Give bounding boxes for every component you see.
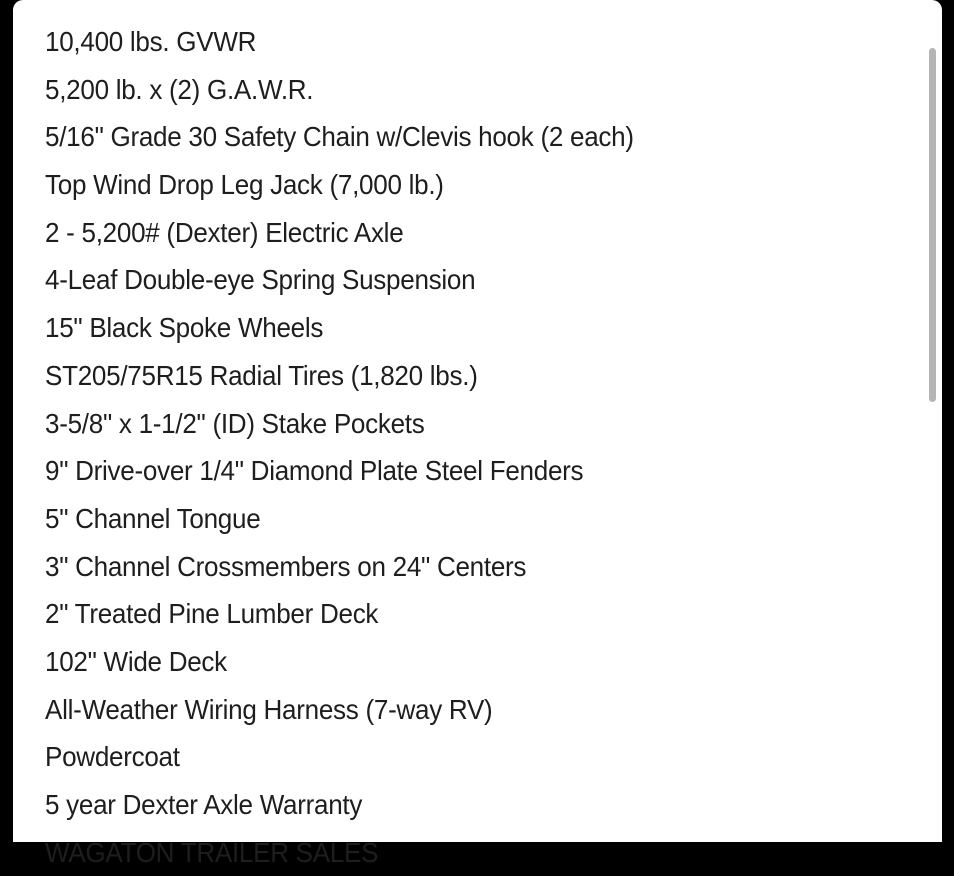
spec-item-gvwr: 10,400 lbs. GVWR — [45, 26, 257, 57]
spec-item-fenders: 9" Drive-over 1/4" Diamond Plate Steel Fenders — [45, 455, 584, 487]
spec-item-gawr: 5,200 lb. x (2) G.A.W.R. — [45, 73, 314, 105]
spec-item-deck-lumber: 2" Treated Pine Lumber Deck — [45, 598, 379, 630]
spec-item-powdercoat: Powdercoat — [45, 741, 180, 773]
spec-item-tires: ST205/75R15 Radial Tires (1,820 lbs.) — [45, 359, 478, 391]
spec-item-crossmembers: 3" Channel Crossmembers on 24" Centers — [45, 550, 527, 582]
spec-item-wheels: 15" Black Spoke Wheels — [45, 312, 324, 344]
spec-item-warranty: 5 year Dexter Axle Warranty — [45, 789, 363, 820]
vertical-scrollbar[interactable] — [929, 48, 936, 402]
content-panel — [13, 0, 942, 868]
spec-list — [45, 18, 915, 876]
spec-item-wiring: All-Weather Wiring Harness (7-way RV) — [45, 693, 493, 725]
spec-item-jack: Top Wind Drop Leg Jack (7,000 lb.) — [45, 169, 444, 201]
spec-item-tongue: 5" Channel Tongue — [45, 502, 261, 534]
spec-item-suspension: 4-Leaf Double-eye Spring Suspension — [45, 264, 476, 296]
spec-item-deck-width: 102" Wide Deck — [45, 645, 227, 677]
spec-item-axle: 2 - 5,200# (Dexter) Electric Axle — [45, 216, 404, 248]
spec-item-stake-pockets: 3-5/8" x 1-1/2" (ID) Stake Pockets — [45, 407, 425, 439]
spec-item-safety-chain: 5/16" Grade 30 Safety Chain w/Clevis hook (2 each) — [45, 121, 634, 153]
spec-item-dealer: WAGATON TRAILER SALES — [45, 836, 379, 868]
